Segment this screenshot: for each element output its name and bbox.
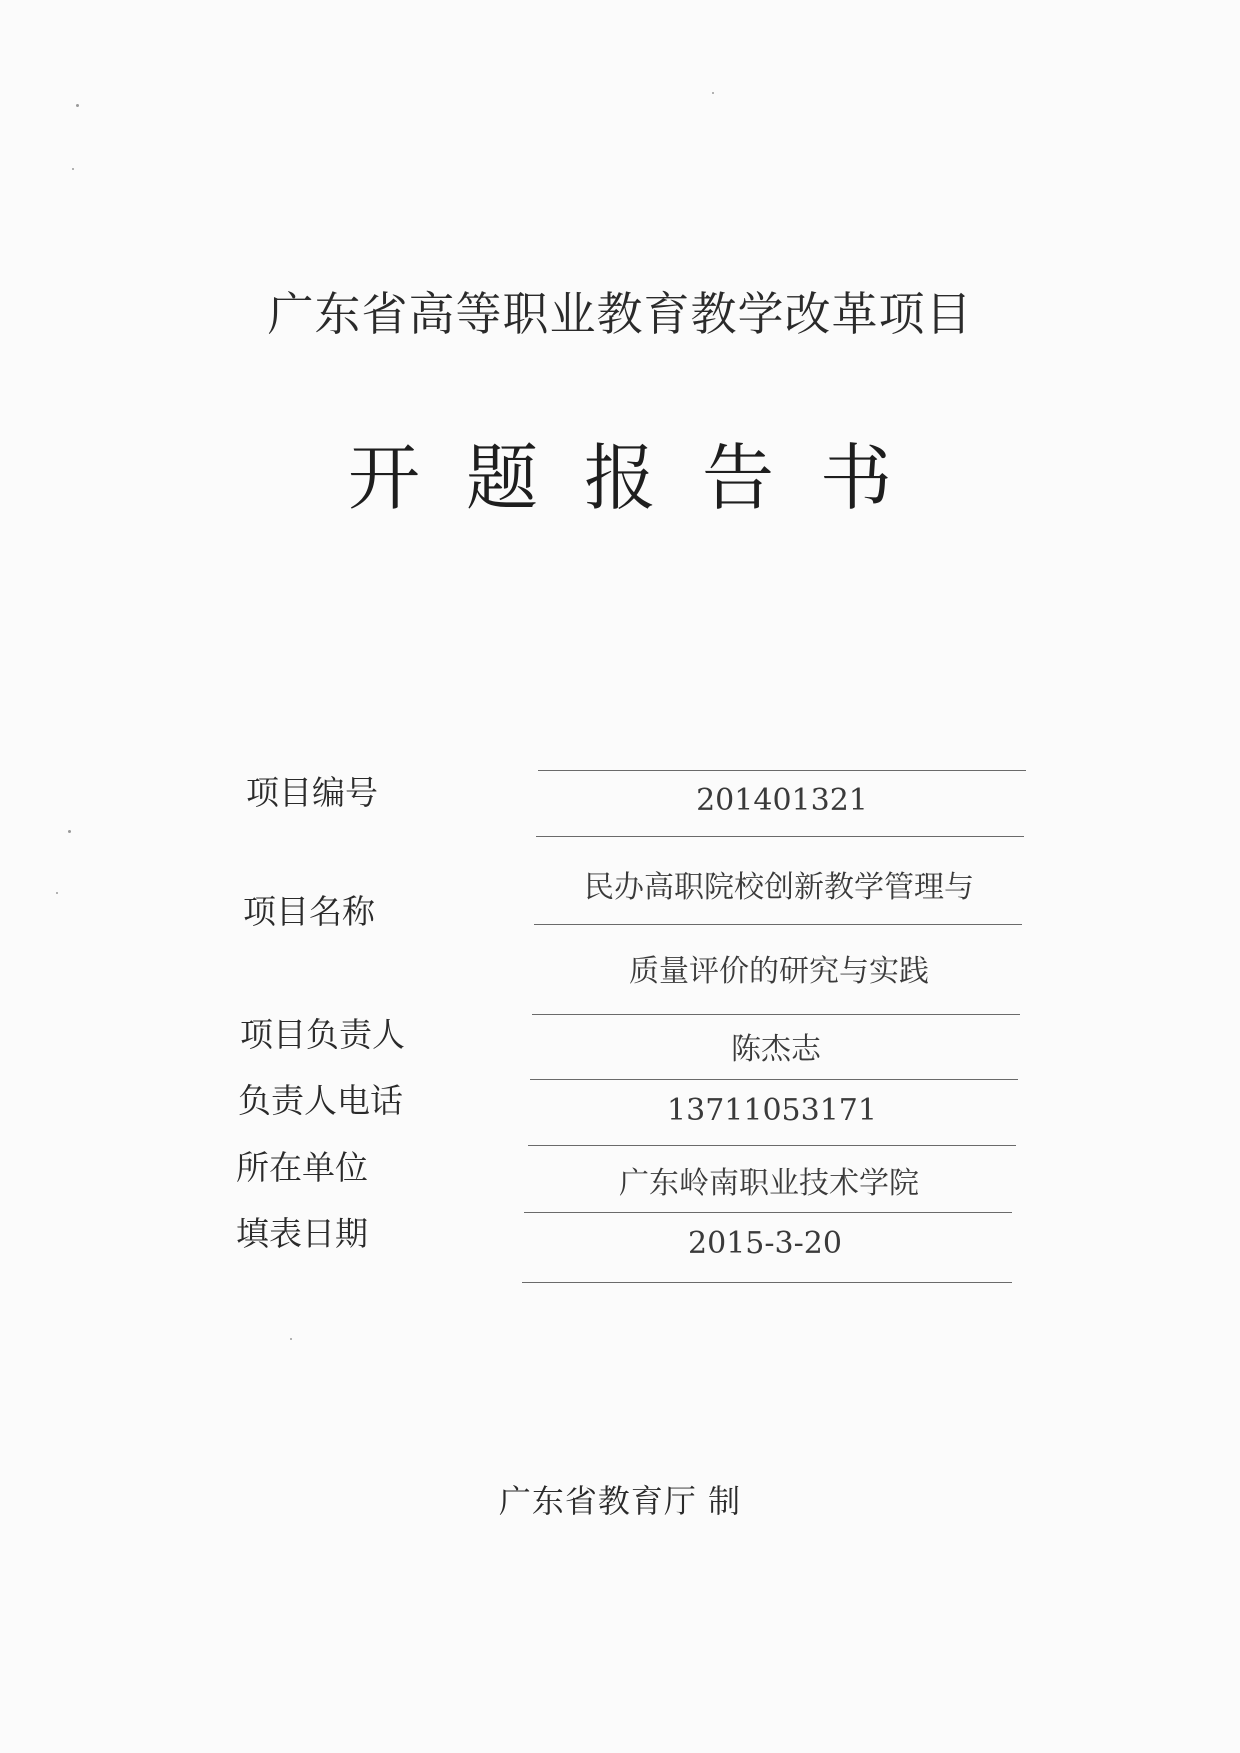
project-leader-label: 项目负责人 [240,1015,405,1054]
issuer-line: 广东省教育厅 制 [498,1482,742,1520]
leader-phone-underline [528,1145,1016,1146]
leader-phone-value: 13711053171 [667,1093,877,1128]
project-name-underline-2 [532,1014,1020,1015]
project-name-label: 项目名称 [243,892,375,931]
project-name-value-line1: 民办高职院校创新教学管理与 [584,870,974,905]
project-number-value: 201401321 [696,783,868,818]
project-number-underline [536,836,1024,837]
scan-speck [76,104,79,107]
project-name-value-line2: 质量评价的研究与实践 [629,954,929,989]
project-number-label: 项目编号 [246,773,378,812]
report-title: 开题报告书 [347,436,938,520]
project-leader-value: 陈杰志 [731,1032,821,1067]
scan-speck [56,892,58,894]
fill-date-label: 填表日期 [236,1214,368,1253]
fill-date-value: 2015-3-20 [688,1226,842,1261]
institution-value: 广东岭南职业技术学院 [619,1166,919,1201]
project-number-top-rule [538,770,1026,771]
institution-label: 所在单位 [236,1148,368,1187]
scan-speck [290,1338,292,1340]
scan-speck [72,168,74,170]
project-leader-underline [530,1079,1018,1080]
institution-underline [524,1212,1012,1213]
program-title: 广东省高等职业教育教学改革项目 [267,287,973,341]
scan-speck [68,830,71,833]
leader-phone-label: 负责人电话 [238,1081,403,1120]
project-name-underline-1 [534,924,1022,925]
fill-date-underline [522,1282,1012,1283]
scan-speck [712,92,714,94]
